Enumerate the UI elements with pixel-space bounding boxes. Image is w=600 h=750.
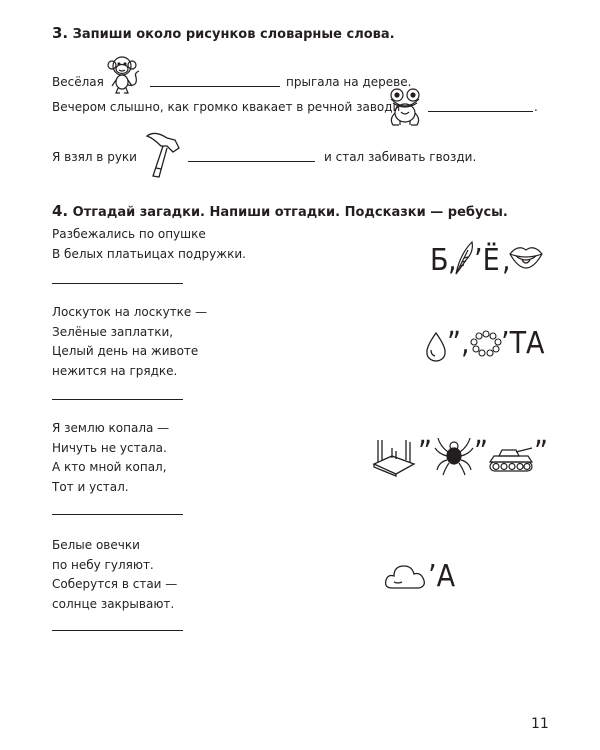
task-3-title: Запиши около рисунков словарные слова. bbox=[72, 27, 395, 42]
sentence-1-start: Весёлая bbox=[52, 75, 104, 89]
sentence-2-end: . bbox=[534, 100, 538, 114]
rebus-2 bbox=[425, 325, 555, 365]
riddle-line: Ничуть не устала. bbox=[52, 440, 167, 455]
riddle-line: А кто мной копал, bbox=[52, 460, 167, 474]
rebus-letter: ’Ё bbox=[474, 243, 500, 278]
answer-blank-monkey[interactable] bbox=[150, 74, 280, 87]
lips-icon bbox=[508, 244, 544, 272]
rebus-1 bbox=[430, 240, 550, 280]
riddle-line: Соберутся в стаи — bbox=[52, 577, 178, 591]
riddle-line: Разбежались по опушке bbox=[52, 227, 206, 241]
riddle-line: Белые овечки bbox=[52, 538, 140, 552]
riddle-1-answer-line[interactable] bbox=[52, 283, 183, 284]
rebus-quote: ” bbox=[534, 435, 548, 470]
task-4-title: Отгадай загадки. Напиши отгадки. Подсказки — ребусы. bbox=[72, 205, 508, 220]
riddle-2 bbox=[52, 303, 207, 381]
riddle-line: Я землю копала — bbox=[52, 421, 170, 435]
riddle-line: по небу гуляют. bbox=[52, 557, 154, 572]
sentence-3-end: и стал забивать гвозди. bbox=[324, 150, 477, 164]
feather-icon bbox=[452, 240, 474, 276]
rebus-comma: , bbox=[448, 243, 457, 278]
rebus-letters: ’А bbox=[428, 559, 456, 594]
spider-icon bbox=[434, 436, 474, 476]
drop-icon bbox=[425, 331, 447, 361]
riddle-line: Целый день на животе bbox=[52, 344, 199, 358]
riddle-line: Зелёные заплатки, bbox=[52, 324, 174, 339]
task-4-heading bbox=[52, 202, 508, 220]
riddle-3-answer-line[interactable] bbox=[52, 514, 183, 515]
rebus-letter: Б bbox=[430, 243, 449, 278]
beads-icon bbox=[471, 331, 501, 357]
frog-icon bbox=[387, 87, 425, 127]
cloud-icon bbox=[384, 562, 428, 592]
task-3-heading bbox=[52, 24, 395, 42]
rebus-quote: ” bbox=[418, 435, 432, 470]
upside-down-table-icon bbox=[372, 438, 416, 476]
task-3-sentence-1 bbox=[52, 75, 104, 89]
hammer-icon bbox=[143, 130, 185, 178]
task-3-number: 3. bbox=[52, 24, 69, 42]
rebus-quote: ” bbox=[447, 326, 461, 361]
answer-blank-frog[interactable] bbox=[428, 99, 533, 112]
task-3-sentence-3: Я взял в руки bbox=[52, 150, 137, 164]
rebus-letters: ’ТА bbox=[501, 326, 545, 361]
page-number: 11 bbox=[531, 716, 549, 732]
riddle-line: нежится на грядке. bbox=[52, 363, 178, 378]
riddle-4 bbox=[52, 536, 177, 614]
monkey-icon bbox=[106, 55, 142, 95]
riddle-line: Тот и устал. bbox=[52, 479, 129, 494]
sentence-1-end: прыгала на дереве. bbox=[286, 75, 412, 89]
riddle-line: В белых платьицах подружки. bbox=[52, 246, 246, 261]
riddle-line: солнце закрывают. bbox=[52, 596, 175, 611]
rebus-4 bbox=[384, 560, 474, 600]
tank-icon bbox=[488, 444, 534, 474]
rebus-comma: , bbox=[461, 326, 470, 361]
riddle-line: Лоскуток на лоскутке — bbox=[52, 305, 208, 319]
rebus-3 bbox=[372, 436, 552, 480]
riddle-2-answer-line[interactable] bbox=[52, 399, 183, 400]
task-3-sentence-2: Вечером слышно, как громко квакает в речной заводи bbox=[52, 100, 401, 114]
task-4-number: 4. bbox=[52, 202, 69, 220]
riddle-3 bbox=[52, 419, 169, 497]
rebus-comma: , bbox=[502, 243, 511, 278]
riddle-4-answer-line[interactable] bbox=[52, 630, 183, 631]
rebus-quote: ” bbox=[474, 435, 488, 470]
riddle-1 bbox=[52, 225, 246, 264]
answer-blank-hammer[interactable] bbox=[188, 149, 315, 162]
